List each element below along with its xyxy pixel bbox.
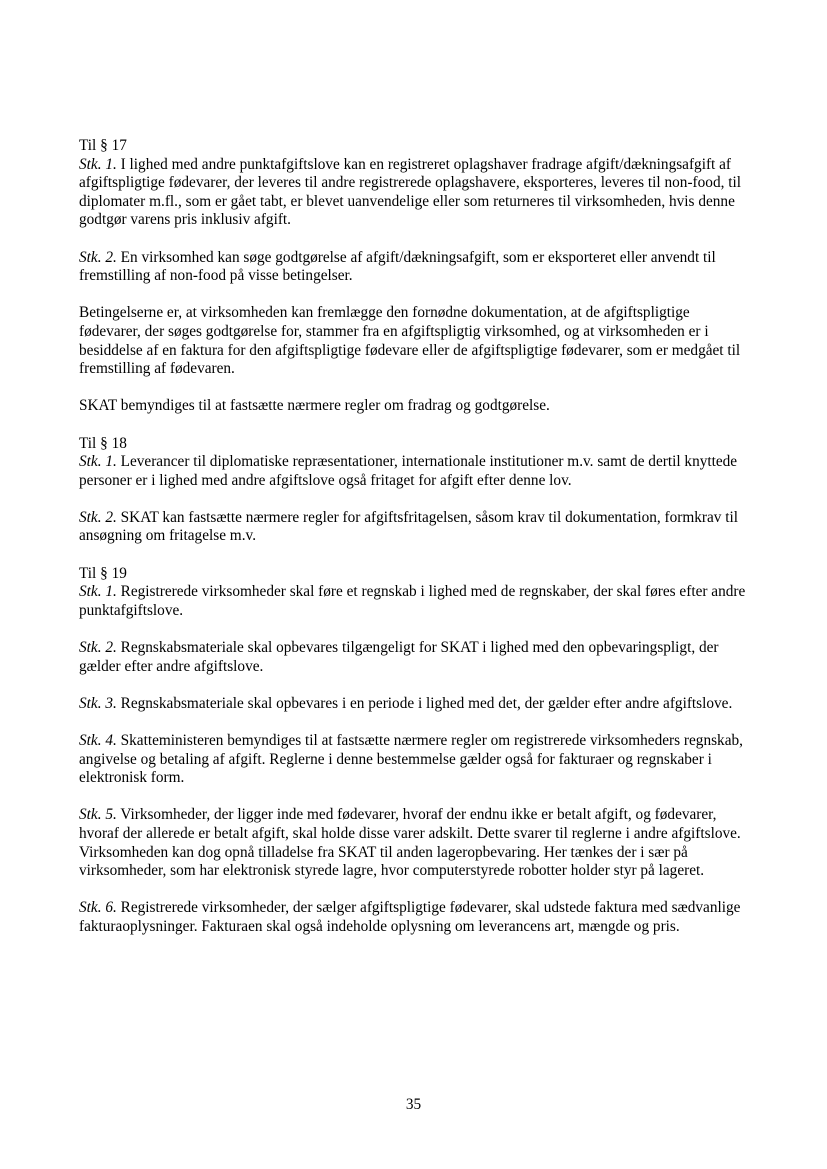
paragraph-text: SKAT bemyndiges til at fastsætte nærmere regler om fradrag og godtgørelse. bbox=[79, 397, 550, 415]
section-heading: Til § 18 bbox=[79, 434, 127, 452]
stk-label: Stk. 4. bbox=[79, 732, 117, 749]
paragraph bbox=[79, 453, 751, 490]
page-number: 35 bbox=[405, 1096, 422, 1113]
paragraph-text: SKAT kan fastsætte nærmere regler for afgiftsfritagelsen, såsom krav til dokumentation, formkrav til ansøgning om fritagelse m.v. bbox=[79, 508, 739, 545]
paragraph bbox=[79, 899, 751, 936]
paragraph bbox=[79, 583, 751, 620]
section-17 bbox=[79, 137, 751, 416]
paragraph-text: Skatteministeren bemyndiges til at fastsætte nærmere regler om registrerede virksomheders regnskab, angivelse og betaling af afgift. Reglerne i denne bestemmelse gælder også for fakturaer og regnskaber i elektronisk form. bbox=[79, 732, 743, 787]
paragraph bbox=[79, 304, 751, 378]
stk-label: Stk. 1. bbox=[79, 453, 117, 471]
paragraph bbox=[79, 732, 751, 788]
section-19 bbox=[79, 565, 751, 937]
paragraph-text: I lighed med andre punktafgiftslove kan en registreret oplagshaver fradrage afgift/dækningsafgift af afgiftspligtige fødevarer, der leveres til andre registrerede oplagshavere, eksporteres, leveres til non-food, til diplomater m.fl., som er gået tabt, er blevet uanvendelige eller som returneres til virksomheden, hvis denne godtgør varens pris inklusiv afgift. bbox=[79, 155, 741, 229]
paragraph bbox=[79, 639, 751, 676]
stk-label: Stk. 2. bbox=[79, 508, 117, 526]
stk-label: Stk. 2. bbox=[79, 639, 117, 657]
paragraph-text: Regnskabsmateriale skal opbevares i en periode i lighed med det, der gælder efter andre afgiftslove. bbox=[116, 694, 733, 712]
section-heading: Til § 19 bbox=[79, 564, 127, 582]
paragraph bbox=[79, 156, 751, 230]
paragraph bbox=[79, 509, 751, 546]
paragraph bbox=[79, 249, 751, 286]
stk-label: Stk. 1. bbox=[79, 583, 117, 601]
stk-label: Stk. 1. bbox=[79, 155, 117, 173]
stk-label: Stk. 3. bbox=[79, 694, 117, 712]
stk-label: Stk. 6. bbox=[79, 899, 117, 917]
section-18 bbox=[79, 435, 751, 547]
stk-label: Stk. 2. bbox=[79, 248, 117, 266]
paragraph bbox=[79, 695, 751, 714]
paragraph-text: Registrerede virksomheder, der sælger afgiftspligtige fødevarer, skal udstede faktura med sædvanlige fakturaoplysninger. Fakturaen skal også indeholde oplysning om leverancens art, mængde og pris. bbox=[79, 899, 741, 935]
paragraph-text: Registrerede virksomheder skal føre et regnskab i lighed med de regnskaber, der skal føres efter andre punktafgiftslove. bbox=[79, 583, 746, 619]
paragraph-text: Betingelserne er, at virksomheden kan fremlægge den fornødne dokumentation, at de afgiftspligtige fødevarer, der søges godtgørelse for, stammer fra en afgiftspligtig virksomhed, og at virksomheden er i besiddelse af en faktura for den afgiftspligtige fødevare eller de afgiftspligtige fødevarer, som er medgået til fremstilling af fødevaren. bbox=[79, 304, 741, 378]
paragraph-text: Regnskabsmateriale skal opbevares tilgængeligt for SKAT i lighed med den opbevaringspligt, der gælder efter andre afgiftslove. bbox=[79, 639, 719, 675]
stk-label: Stk. 5. bbox=[79, 806, 117, 824]
paragraph-text: En virksomhed kan søge godtgørelse af afgift/dækningsafgift, som er eksporteret eller anvendt til fremstilling af non-food på visse betingelser. bbox=[79, 248, 716, 285]
paragraph bbox=[79, 806, 751, 880]
section-heading: Til § 17 bbox=[79, 137, 127, 154]
document-body bbox=[79, 137, 751, 937]
paragraph bbox=[79, 397, 751, 416]
paragraph-text: Virksomheder, der ligger inde med fødevarer, hvoraf der endnu ikke er betalt afgift, og fødevarer, hvoraf der allerede er betalt afgift, skal holde disse varer adskilt. Dette svarer til reglerne i andre afgiftslove. Virksomheden kan dog opnå tilladelse fra SKAT til anden lageropbevaring. Her tænkes der i sær på virksomheder, som har elektronisk styrede lagre, hvor computerstyrede robotter holder styr på lageret. bbox=[79, 806, 741, 880]
paragraph-text: Leverancer til diplomatiske repræsentationer, internationale institutioner m.v. samt de dertil knyttede personer er i lighed med andre afgiftslove også fritaget for afgift efter denne lov. bbox=[79, 453, 738, 489]
